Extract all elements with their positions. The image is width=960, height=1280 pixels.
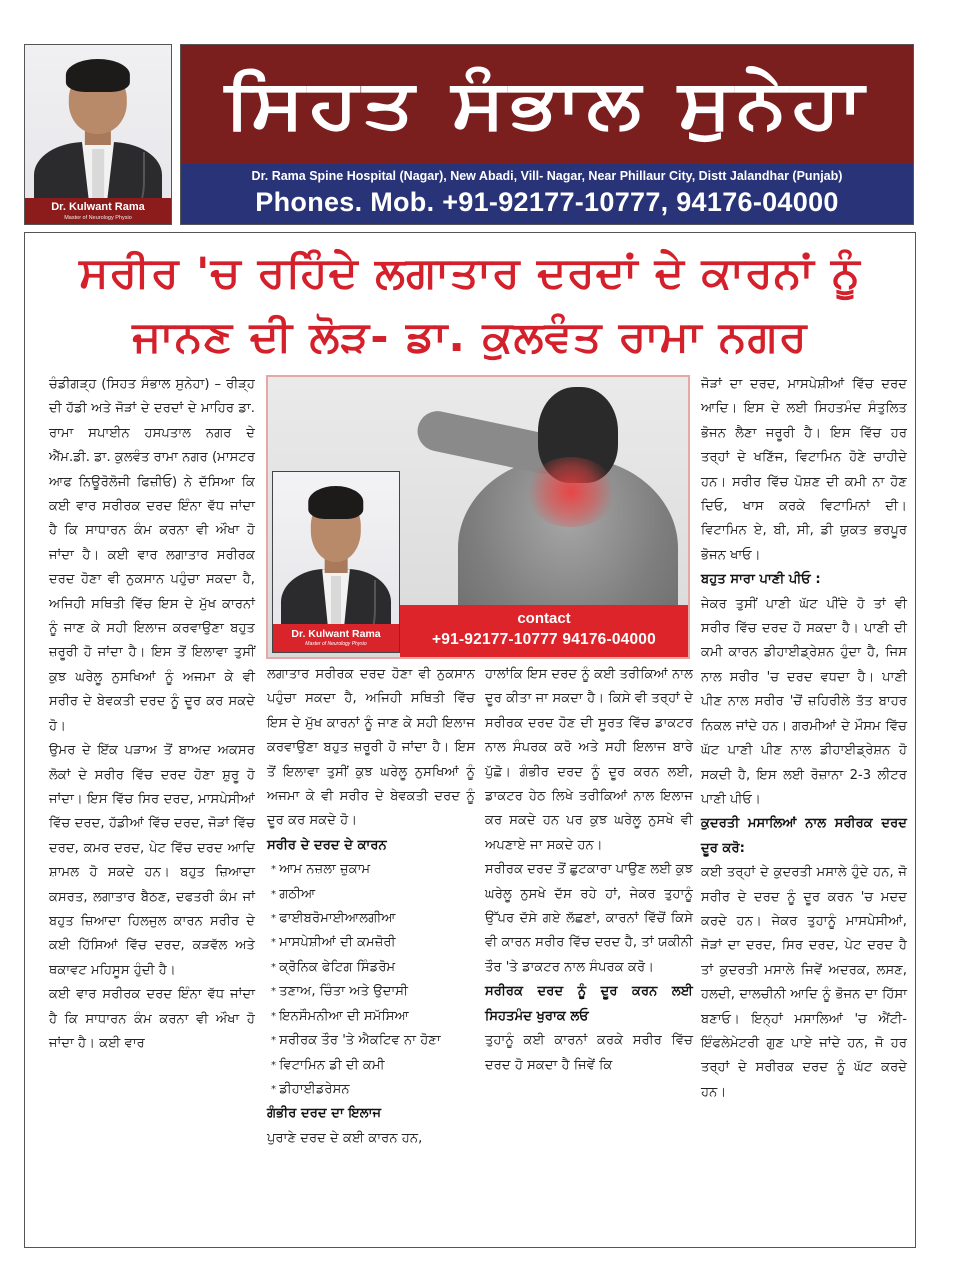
doctor-name: Dr. Kulwant Rama (51, 201, 145, 213)
subheading-water: ਬਹੁਤ ਸਾਰਾ ਪਾਣੀ ਪੀਓ : (701, 572, 821, 588)
list-item: * ਡੀਹਾਈਡਰੇਸਨ (267, 1078, 475, 1102)
paragraph: ਜੇਕਰ ਤੁਸੀਂ ਪਾਣੀ ਘੱਟ ਪੀਂਦੇ ਹੋ ਤਾਂ ਵੀ ਸਰੀਰ ਵਿੱਚ ਦਰਦ ਹੋ ਸਕਦਾ ਹੈ। ਪਾਣੀ ਦੀ ਕਮੀ ਕਾਰਨ ਡੀਹਾਈਡ੍ਰੇਸ਼ਨ ਹੁੰਦਾ ਹੈ, ਜਿਸ ਨਾਲ ਸਰੀਰ 'ਚ ਦਰਦ ਵਧਦਾ ਹੈ। ਪਾਣੀ ਪੀਣ ਨਾਲ ਸਰੀਰ 'ਚੋਂ ਜ਼ਹਿਰੀਲੇ ਤੱਤ ਬਾਹਰ ਨਿਕਲ ਜਾਂਦੇ ਹਨ। ਗਰਮੀਆਂ ਦੇ ਮੌਸਮ ਵਿੱਚ ਘੱਟ ਪਾਣੀ ਪੀਣ ਨਾਲ ਡੀਹਾਈਡ੍ਰੇਸ਼ਨ ਹੋ ਸਕਦੀ ਹੈ, ਇਸ ਲਈ ਰੋਜ਼ਾਨਾ 2-3 ਲੀਟਰ ਪਾਣੀ ਪੀਓ। (701, 596, 907, 807)
paragraph: ਚੰਡੀਗੜ੍ਹ (ਸਿਹਤ ਸੰਭਾਲ ਸੁਨੇਹਾ) – ਰੀੜ੍ਹ ਦੀ ਹੱਡੀ ਅਤੇ ਜੋੜਾਂ ਦੇ ਦਰਦਾਂ ਦੇ ਮਾਹਿਰ ਡਾ. ਰਾਮਾ ਸਪਾਈਨ ਹਸਪਤਾਲ ਨਗਰ ਦੇ ਐੱਮ.ਡੀ. ਡਾ. ਕੁਲਵੰਤ ਰਾਮਾ ਨਗਰ (ਮਾਸਟਰ ਆਫ ਨਿਊਰੋਲੋਜੀ ਫਿਜ਼ੀਓ) ਨੇ ਦੱਸਿਆ ਕਿ ਕਈ ਵਾਰ ਸਰੀਰਕ ਦਰਦ ਇੰਨਾ ਵੱਧ ਜਾਂਦਾ ਹੈ ਕਿ ਸਾਧਾਰਨ ਕੰਮ ਕਰਨਾ ਵੀ ਔਖਾ ਹੋ ਜਾਂਦਾ ਹੈ। ਕਈ ਵਾਰ ਲਗਾਤਾਰ ਸਰੀਰਕ ਦਰਦ ਹੋਣਾ ਵੀ ਨੁਕਸਾਨ ਪਹੁੰਚਾ ਸਕਦਾ ਹੈ, ਅਜਿਹੀ ਸਥਿਤੀ ਵਿੱਚ ਇਸ ਦੇ ਮੁੱਖ ਕਾਰਨਾਂ ਨੂੰ ਜਾਣ ਕੇ ਸਹੀ ਇਲਾਜ ਕਰਵਾਉਣਾ ਬਹੁਤ ਜ਼ਰੂਰੀ ਹੋ ਜਾਂਦਾ ਹੈ। ਇਸ ਤੋਂ ਇਲਾਵਾ ਤੁਸੀਂ ਕੁਝ ਘਰੇਲੂ ਨੁਸਖਿਆਂ ਨੂੰ ਅਜਮਾ ਕੇ ਵੀ ਸਰੀਰ ਦੇ ਬੇਵਕਤੀ ਦਰਦ ਨੂੰ ਦੂਰ ਕਰ ਸਕਦੇ ਹੋ। (49, 377, 256, 734)
pain-highlight (526, 457, 616, 527)
masthead-info-bar (181, 164, 913, 224)
list-item: * ਇਨਸੌਮਨੀਆ ਦੀ ਸਮੱਸਿਆ (267, 1005, 475, 1029)
paragraph: ਹਾਲਾਂਕਿ ਇਸ ਦਰਦ ਨੂੰ ਕਈ ਤਰੀਕਿਆਂ ਨਾਲ ਦੂਰ ਕੀਤਾ ਜਾ ਸਕਦਾ ਹੈ। ਕਿਸੇ ਵੀ ਤਰ੍ਹਾਂ ਦੇ ਸਰੀਰਕ ਦਰਦ ਹੋਣ ਦੀ ਸੂਰਤ ਵਿੱਚ ਡਾਕਟਰ ਨਾਲ ਸੰਪਰਕ ਕਰੋ ਅਤੇ ਸਹੀ ਇਲਾਜ ਬਾਰੇ ਪੁੱਛੋ। ਗੰਭੀਰ ਦਰਦ ਨੂੰ ਦੂਰ ਕਰਨ ਲਈ, ਡਾਕਟਰ ਹੇਠ ਲਿਖੇ ਤਰੀਕਿਆਂ ਨਾਲ ਇਲਾਜ ਕਰ ਸਕਦੇ ਹਨ ਪਰ ਕੁਝ ਘਰੇਲੂ ਨੁਸਖੇ ਵੀ ਅਪਣਾਏ ਜਾ ਸਕਦੇ ਹਨ। (485, 667, 693, 853)
contact-phones: +91-92177-10777 94176-04000 (432, 631, 656, 648)
hospital-phones: Phones. Mob. +91-92177-10777, 94176-04000 (255, 187, 839, 217)
list-item: * ਫਾਈਬਰੋਮਾਈਆਲਗੀਆ (267, 907, 475, 931)
paragraph: ਉਮਰ ਦੇ ਇੱਕ ਪੜਾਅ ਤੋਂ ਬਾਅਦ ਅਕਸਰ ਲੋਕਾਂ ਦੇ ਸਰੀਰ ਵਿੱਚ ਦਰਦ ਹੋਣਾ ਸ਼ੁਰੂ ਹੋ ਜਾਂਦਾ। ਇਸ ਵਿੱਚ ਸਿਰ ਦਰਦ, ਮਾਸਪੇਸੀਆਂ ਵਿੱਚ ਦਰਦ, ਹੱਡੀਆਂ ਵਿੱਚ ਦਰਦ, ਜੋੜਾਂ ਵਿੱਚ ਦਰਦ, ਕਮਰ ਦਰਦ, ਪੇਟ ਵਿੱਚ ਦਰਦ ਆਦਿ ਸ਼ਾਮਲ ਹੋ ਸਕਦੇ ਹਨ। ਬਹੁਤ ਜ਼ਿਆਦਾ ਕਸਰਤ, ਲਗਾਤਾਰ ਬੈਠਣ, ਦਫਤਰੀ ਕੰਮ ਜਾਂ ਬਹੁਤ ਜ਼ਿਆਦਾ ਹਿਲਜੁਲ ਕਾਰਨ ਸਰੀਰ ਦੇ ਕਈ ਹਿੱਸਿਆਂ ਵਿੱਚ ਦਰਦ, ਕੜਵੱਲ ਅਤੇ ਥਕਾਵਟ ਮਹਿਸੂਸ ਹੁੰਦੀ ਹੈ। (49, 743, 255, 978)
masthead-banner (180, 44, 914, 225)
paragraph: ਸਰੀਰਕ ਦਰਦ ਤੋਂ ਛੁਟਕਾਰਾ ਪਾਉਣ ਲਈ ਕੁਝ ਘਰੇਲੂ ਨੁਸਖੇ ਦੱਸ ਰਹੇ ਹਾਂ, ਜੇਕਰ ਤੁਹਾਨੂੰ ਉੱਪਰ ਦੱਸੇ ਗਏ ਲੱਛਣਾਂ, ਕਾਰਨਾਂ ਵਿੱਚੋਂ ਕਿਸੇ ਵੀ ਕਾਰਨ ਸਰੀਰ ਵਿੱਚ ਦਰਦ ਹੈ, ਤਾਂ ਯਕੀਨੀ ਤੌਰ 'ਤੇ ਡਾਕਟਰ ਨਾਲ ਸੰਪਰਕ ਕਰੋ। (485, 862, 693, 975)
paragraph: ਲਗਾਤਾਰ ਸਰੀਰਕ ਦਰਦ ਹੋਣਾ ਵੀ ਨੁਕਸਾਨ ਪਹੁੰਚਾ ਸਕਦਾ ਹੈ, ਅਜਿਹੀ ਸਥਿਤੀ ਵਿੱਚ ਇਸ ਦੇ ਮੁੱਖ ਕਾਰਨਾਂ ਨੂੰ ਜਾਣ ਕੇ ਸਹੀ ਇਲਾਜ ਕਰਵਾਉਣਾ ਬਹੁਤ ਜ਼ਰੂਰੀ ਹੋ ਜਾਂਦਾ ਹੈ। ਇਸ ਤੋਂ ਇਲਾਵਾ ਤੁਸੀਂ ਕੁਝ ਘਰੇਲੂ ਨੁਸਖਿਆਂ ਨੂੰ ਅਜਮਾ ਕੇ ਵੀ ਸਰੀਰ ਦੇ ਬੇਵਕਤੀ ਦਰਦ ਨੂੰ ਦੂਰ ਕਰ ਸਕਦੇ ਹੋ। (267, 667, 475, 829)
contact-bar (400, 605, 688, 657)
subheading-spices: ਕੁਦਰਤੀ ਮਸਾਲਿਆਂ ਨਾਲ ਸਰੀਰਕ ਦਰਦ ਦੂਰ ਕਰੋ: (701, 816, 907, 856)
hospital-address: Dr. Rama Spine Hospital (Nagar), New Abadi, Vill- Nagar, Near Phillaur City, Distt Jalandhar (Punjab) (251, 169, 843, 183)
article-headline (25, 241, 915, 369)
masthead-title-bar (181, 45, 913, 164)
list-item: * ਆਮ ਨਜ਼ਲਾ ਜ਼ੁਕਾਮ (267, 858, 475, 882)
masthead-doctor-photo (24, 44, 172, 225)
inset-doctor-photo (272, 471, 400, 653)
list-item: * ਵਿਟਾਮਿਨ ਡੀ ਦੀ ਕਮੀ (267, 1054, 475, 1078)
doctor-title: Master of Neurology Physio (64, 215, 132, 221)
list-item: * ਸਰੀਰਕ ਤੌਰ 'ਤੇ ਐਕਟਿਵ ਨਾ ਹੋਣਾ (267, 1029, 475, 1053)
doctor-title: Master of Neurology Physio (305, 641, 367, 647)
subheading-causes: ਸਰੀਰ ਦੇ ਦਰਦ ਦੇ ਕਾਰਨ (267, 837, 387, 853)
article-column-1 (49, 373, 255, 1056)
paragraph: ਜੋੜਾਂ ਦਾ ਦਰਦ, ਮਾਸਪੇਸ਼ੀਆਂ ਵਿੱਚ ਦਰਦ ਆਦਿ। ਇਸ ਦੇ ਲਈ ਸਿਹਤਮੰਦ ਸੰਤੁਲਿਤ ਭੋਜਨ ਲੈਣਾ ਜਰੂਰੀ ਹੈ। ਇਸ ਵਿੱਚ ਹਰ ਤਰ੍ਹਾਂ ਦੇ ਖਣਿੱਜ, ਵਿਟਾਮਿਨ ਹੋਣੇ ਚਾਹੀਦੇ ਹਨ। ਸਰੀਰ ਵਿੱਚ ਪੋਸ਼ਣ ਦੀ ਕਮੀ ਨਾ ਹੋਣ ਦਿਓ, ਖਾਸ ਕਰਕੇ ਵਿਟਾਮਿਨਾਂ ਦੀ। ਵਿਟਾਮਿਨ ਏ, ਬੀ, ਸੀ, ਡੀ ਯੁਕਤ ਭਰਪੂਰ ਭੋਜਨ ਖਾਓ। (701, 377, 907, 563)
list-item: * ਕ੍ਰੋਨਿਕ ਫੇਟਿਗ ਸਿੰਡਰੋਮ (267, 956, 475, 980)
causes-list (267, 858, 475, 1102)
paragraph: ਪੁਰਾਣੇ ਦਰਦ ਦੇ ਕਈ ਕਾਰਨ ਹਨ, (267, 1130, 423, 1146)
list-item: * ਤਣਾਅ, ਚਿੰਤਾ ਅਤੇ ਉਦਾਸੀ (267, 980, 475, 1004)
headline-line-2: ਜਾਨਣ ਦੀ ਲੋੜ- ਡਾ. ਕੁਲਵੰਤ ਰਾਮਾ ਨਗਰ (132, 312, 808, 361)
feature-image (266, 375, 690, 659)
article-column-2 (267, 663, 475, 1151)
headline-line-1: ਸਰੀਰ 'ਚ ਰਹਿੰਦੇ ਲਗਾਤਾਰ ਦਰਦਾਂ ਦੇ ਕਾਰਨਾਂ ਨੂੰ (79, 248, 861, 297)
subheading-treatment: ਗੰਭੀਰ ਦਰਦ ਦਾ ਇਲਾਜ (267, 1106, 382, 1122)
paragraph: ਕਈ ਤਰ੍ਹਾਂ ਦੇ ਕੁਦਰਤੀ ਮਸਾਲੇ ਹੁੰਦੇ ਹਨ, ਜੋ ਸਰੀਰ ਦੇ ਦਰਦ ਨੂੰ ਦੂਰ ਕਰਨ 'ਚ ਮਦਦ ਕਰਦੇ ਹਨ। ਜੇਕਰ ਤੁਹਾਨੂੰ ਮਾਸਪੇਸੀਆਂ, ਜੋੜਾਂ ਦਾ ਦਰਦ, ਸਿਰ ਦਰਦ, ਪੇਟ ਦਰਦ ਹੈ ਤਾਂ ਕੁਦਰਤੀ ਮਸਾਲੇ ਜਿਵੇਂ ਅਦਰਕ, ਲਸਣ, ਹਲਦੀ, ਦਾਲਚੀਨੀ ਆਦਿ ਨੂੰ ਭੋਜਨ ਦਾ ਹਿੱਸਾ ਬਣਾਓ। ਇਨ੍ਹਾਂ ਮਸਾਲਿਆਂ 'ਚ ਐਂਟੀ-ਇੰਫਲੇਮੇਟਰੀ ਗੁਣ ਪਾਏ ਜਾਂਦੇ ਹਨ, ਜੋ ਹਰ ਤਰ੍ਹਾਂ ਦੇ ਸਰੀਰਕ ਦਰਦ ਨੂੰ ਘੱਟ ਕਰਦੇ ਹਨ। (701, 865, 907, 1100)
inset-photo-caption (273, 624, 399, 652)
paragraph: ਤੁਹਾਨੂੰ ਕਈ ਕਾਰਨਾਂ ਕਰਕੇ ਸਰੀਰ ਵਿੱਚ ਦਰਦ ਹੋ ਸਕਦਾ ਹੈ ਜਿਵੇਂ ਕਿ (485, 1033, 693, 1073)
doctor-name: Dr. Kulwant Rama (291, 628, 381, 640)
article-column-3 (485, 663, 693, 1078)
article-column-4 (701, 373, 907, 1105)
paragraph: ਕਈ ਵਾਰ ਸਰੀਰਕ ਦਰਦ ਇੰਨਾ ਵੱਧ ਜਾਂਦਾ ਹੈ ਕਿ ਸਾਧਾਰਨ ਕੰਮ ਕਰਨਾ ਵੀ ਔਖਾ ਹੋ ਜਾਂਦਾ ਹੈ। ਕਈ ਵਾਰ (49, 987, 255, 1051)
list-item: * ਮਾਸਪੇਸ਼ੀਆਂ ਦੀ ਕਮਜ਼ੋਰੀ (267, 931, 475, 955)
masthead-photo-caption (25, 198, 171, 224)
subheading-diet: ਸਰੀਰਕ ਦਰਦ ਨੂੰ ਦੂਰ ਕਰਨ ਲਈ ਸਿਹਤਮੰਦ ਖੁਰਾਕ ਲਓ (485, 984, 693, 1024)
contact-label: contact (517, 610, 571, 627)
list-item: * ਗਠੀਆ (267, 883, 475, 907)
newspaper-title: ਸਿਹਤ ਸੰਭਾਲ ਸੁਨੇਹਾ (225, 64, 869, 144)
neck-pain-figure (418, 387, 678, 627)
